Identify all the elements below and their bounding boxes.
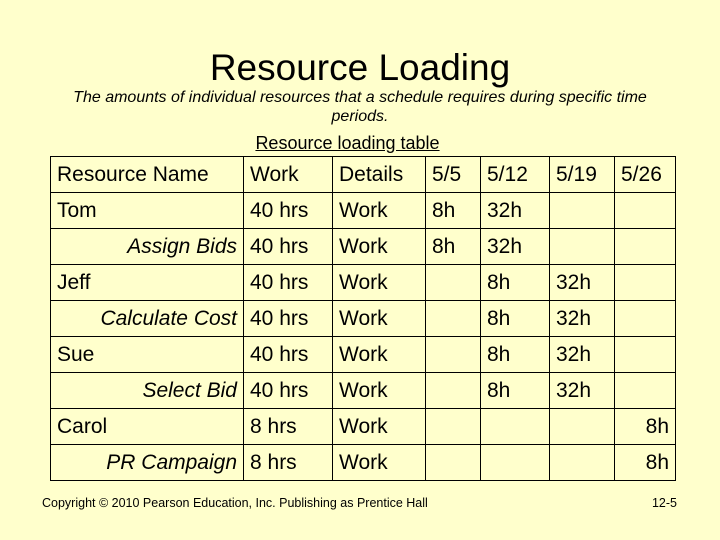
work-cell: 40 hrs — [244, 373, 333, 409]
page-number: 12-5 — [651, 496, 677, 510]
header-work: Work — [244, 157, 333, 193]
resource-name-cell: Assign Bids — [51, 229, 244, 265]
header-week-5-5: 5/5 — [426, 157, 481, 193]
work-cell: 8 hrs — [244, 409, 333, 445]
work-cell: 40 hrs — [244, 301, 333, 337]
week-5-19-cell: 32h — [550, 337, 615, 373]
week-5-19-cell: 32h — [550, 265, 615, 301]
week-5-12-cell: 8h — [481, 373, 550, 409]
week-5-26-cell — [615, 337, 676, 373]
table-row — [51, 229, 676, 265]
resource-loading-table — [50, 156, 676, 481]
table-row — [51, 301, 676, 337]
week-5-12-cell: 8h — [481, 301, 550, 337]
header-week-5-19: 5/19 — [550, 157, 615, 193]
week-5-5-cell — [426, 373, 481, 409]
resource-name-cell: PR Campaign — [51, 445, 244, 481]
resource-name-cell: Carol — [51, 409, 244, 445]
week-5-5-cell — [426, 301, 481, 337]
details-cell: Work — [333, 229, 426, 265]
table-row — [51, 193, 676, 229]
header-resource-name: Resource Name — [51, 157, 244, 193]
table-header-row — [51, 157, 676, 193]
week-5-12-cell: 8h — [481, 265, 550, 301]
details-cell: Work — [333, 301, 426, 337]
week-5-5-cell: 8h — [426, 193, 481, 229]
week-5-19-cell: 32h — [550, 373, 615, 409]
week-5-26-cell — [615, 265, 676, 301]
table-body — [51, 193, 676, 481]
work-cell: 40 hrs — [244, 265, 333, 301]
week-5-5-cell — [426, 445, 481, 481]
table-row — [51, 445, 676, 481]
resource-name-cell: Tom — [51, 193, 244, 229]
resource-name-cell: Jeff — [51, 265, 244, 301]
week-5-5-cell — [426, 409, 481, 445]
table-caption: Resource loading table — [255, 133, 440, 153]
week-5-12-cell: 32h — [481, 193, 550, 229]
resource-name-cell: Sue — [51, 337, 244, 373]
week-5-12-cell — [481, 409, 550, 445]
work-cell: 40 hrs — [244, 229, 333, 265]
week-5-5-cell — [426, 337, 481, 373]
week-5-26-cell — [615, 301, 676, 337]
week-5-12-cell: 8h — [481, 337, 550, 373]
week-5-5-cell: 8h — [426, 229, 481, 265]
week-5-19-cell — [550, 229, 615, 265]
table-row — [51, 337, 676, 373]
details-cell: Work — [333, 193, 426, 229]
week-5-26-cell — [615, 193, 676, 229]
header-details: Details — [333, 157, 426, 193]
table-row — [51, 409, 676, 445]
details-cell: Work — [333, 409, 426, 445]
week-5-5-cell — [426, 265, 481, 301]
slide-subtitle: The amounts of individual resources that a schedule requires during specific time periods. — [73, 89, 647, 125]
work-cell: 40 hrs — [244, 337, 333, 373]
slide-title: Resource Loading — [209, 47, 511, 88]
week-5-19-cell — [550, 193, 615, 229]
week-5-19-cell — [550, 445, 615, 481]
week-5-26-cell — [615, 229, 676, 265]
table-row — [51, 265, 676, 301]
resource-name-cell: Calculate Cost — [51, 301, 244, 337]
details-cell: Work — [333, 265, 426, 301]
header-week-5-12: 5/12 — [481, 157, 550, 193]
details-cell: Work — [333, 445, 426, 481]
resource-name-cell: Select Bid — [51, 373, 244, 409]
table-row — [51, 373, 676, 409]
week-5-19-cell — [550, 409, 615, 445]
copyright-notice: Copyright © 2010 Pearson Education, Inc. Publishing as Prentice Hall — [42, 496, 428, 510]
week-5-19-cell: 32h — [550, 301, 615, 337]
work-cell: 40 hrs — [244, 193, 333, 229]
work-cell: 8 hrs — [244, 445, 333, 481]
details-cell: Work — [333, 337, 426, 373]
week-5-26-cell: 8h — [615, 409, 676, 445]
header-week-5-26: 5/26 — [615, 157, 676, 193]
week-5-12-cell — [481, 445, 550, 481]
week-5-26-cell: 8h — [615, 445, 676, 481]
week-5-26-cell — [615, 373, 676, 409]
details-cell: Work — [333, 373, 426, 409]
week-5-12-cell: 32h — [481, 229, 550, 265]
